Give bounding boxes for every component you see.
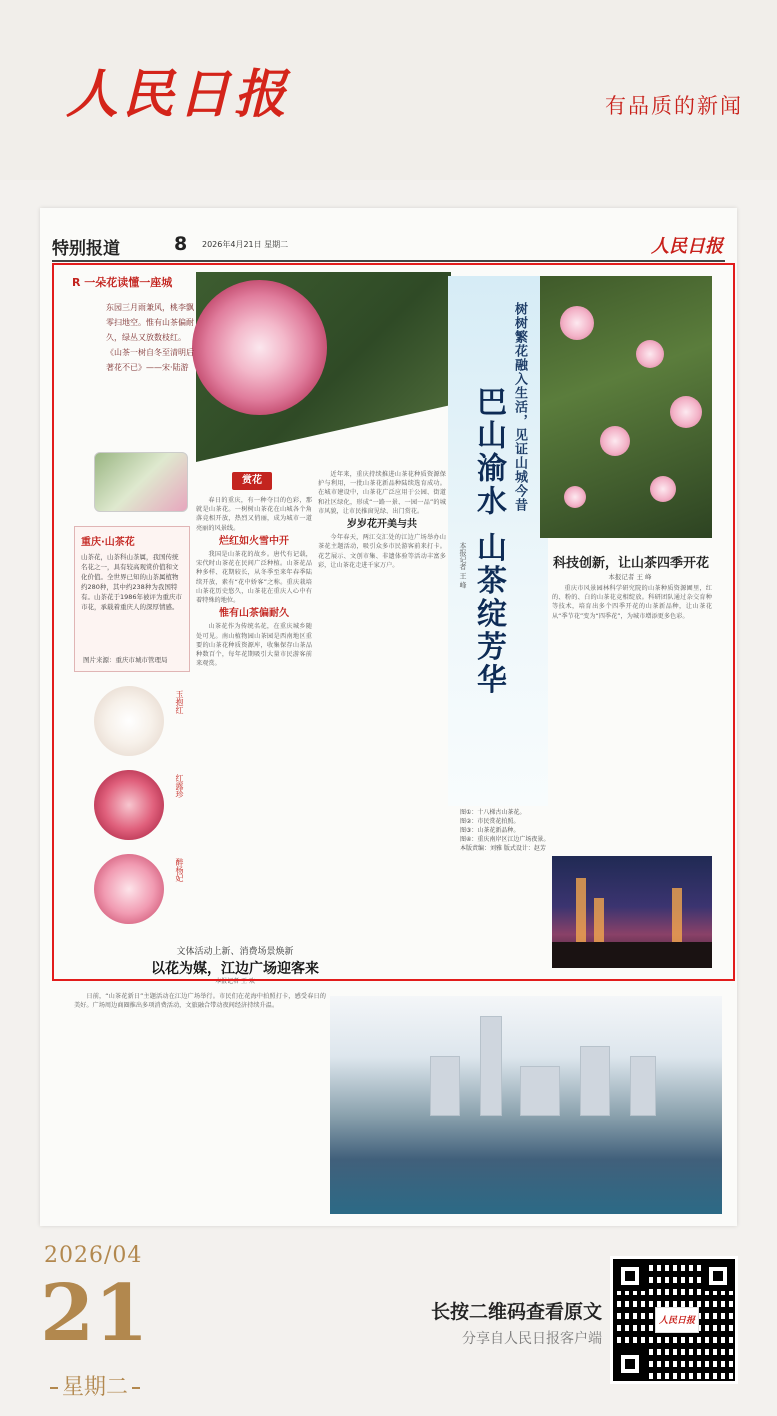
flower-label-1: 玉抱红 [175, 690, 184, 714]
article-body-2: 山茶花作为传统名花，在重庆城乡随处可见。南山植物园山茶园是西南地区重要的山茶花种质资源库，收集保存山茶品种数百个，每年花期吸引大量市民游客前来观赏。 [196, 623, 312, 668]
bottom-body: 日前，“山茶花新日”主题活动在江边广场举行。市民们在花海中拍照打卡，感受春日的美好。广场周边商圈推出多项消费活动，文旅融合带动夜间经济持续升温。 [74, 993, 326, 1010]
credit-line: 图③：山茶花新品种。 [460, 827, 520, 834]
masthead-logo: 人民日报 [66, 64, 291, 125]
highlight-frame [52, 263, 735, 981]
bottom-article-headline: 以花为媒，江边广场迎客来 [151, 961, 319, 977]
mid-body-2: 今年春天，两江交汇处的江边广场举办山茶花主题活动，吸引众多市民游客前来打卡。花艺展示、文创市集、非遗体验等活动丰富多彩，让山茶花走进千家万户。 [318, 534, 446, 569]
right-headline: 科技创新，让山茶四季开花 [552, 556, 709, 571]
article-byline: 本报记者 王 峰 [459, 542, 467, 589]
section-name: 特别报道 [52, 239, 120, 259]
bottom-article-subhead: 文体活动上新、消费场景焕新 [176, 947, 294, 957]
share-source: 分享自人民日报客户端 [462, 1331, 602, 1347]
building [430, 1056, 460, 1116]
footer-day: 21 [40, 1268, 149, 1359]
city-flower-text: 山茶花，山茶科山茶属，我国传统名花之一，具有较高观赏价值和文化价值。全世界已知的山茶属植物约280种，其中约238种为我国特有。山茶花于1986年被评为重庆市市花，承载着重庆人的深厚情感。 [81, 553, 183, 611]
bottom-article-byline: 本报记者 王 欢 [215, 978, 255, 985]
page-header [52, 234, 725, 262]
mid-body: 近年来，重庆持续推进山茶花种质资源保护与利用，一批山茶花新品种陆续选育成功。在城市建设中，山茶花广泛应用于公园、街道和社区绿化，形成“一路一景、一园一品”的城市风貌，让市民推窗见绿、出门赏花。 [318, 471, 446, 515]
poem-quote: 东园三月雨兼风，桃李飘零扫地空。惟有山茶偏耐久，绿丛又放数枝红。《山茶一树自冬至清明后著花不已》——宋·陆游 [106, 303, 194, 372]
subhead-2: 惟有山茶偏耐久 [219, 608, 289, 620]
qr-finder-icon [615, 1349, 645, 1379]
subhead-1: 烂红如火雪中开 [219, 535, 289, 547]
credit-line: 本版责编：刘雅 版式设计：赵芳 [460, 845, 546, 852]
tower-building [480, 1016, 502, 1116]
app-header [0, 0, 777, 180]
footer-year-month: 2026/04 [44, 1243, 143, 1268]
building [580, 1046, 610, 1116]
credit-line: 图②：市民赏花拍照。 [460, 818, 520, 825]
section-tag-badge: 赏花 [232, 472, 272, 490]
credit-line: 图①：十八梯古山茶花。 [460, 809, 526, 816]
flower-label-3: 醉杨妃 [175, 858, 184, 882]
city-flower-title: 重庆·山茶花 [81, 537, 135, 548]
qr-instruction: 长按二维码查看原文 [430, 1301, 602, 1323]
credit-line: 图④：重庆南岸区江边广场夜景。 [460, 836, 550, 843]
flower-label-2: 红露珍 [175, 774, 184, 798]
issue-date: 2026年4月21日 星期二 [202, 240, 289, 249]
building [630, 1056, 656, 1116]
footer-weekday: 星期二 [46, 1370, 144, 1401]
qr-finder-icon [615, 1261, 645, 1291]
building [520, 1066, 560, 1116]
page-number: 8 [174, 233, 188, 255]
article-main-title: 巴山渝水 山茶绽芳华 [471, 386, 506, 697]
page-logo: 人民日报 [651, 236, 723, 257]
right-body: 重庆市风景园林科学研究院的山茶种质资源圃里，红的、粉的、白的山茶花竞相绽放。科研团队通过杂交育种等技术，培育出多个四季开花的山茶新品种，让山茶花从“季节花”变为“四季花”，为城市增添更多色彩。 [552, 585, 712, 620]
city-flower-source: 图片来源：重庆市城市管理局 [83, 656, 168, 664]
article-intro: 春日的重庆，有一种夺目的色彩，那就是山茶花。一树树山茶花在山城各个角落竞相开放，热烈又俏丽，成为城市一道亮丽的风景线。 [196, 497, 312, 532]
article-body-1: 我国是山茶花的故乡。唐代有记载，宋代时山茶花在民间广泛种植。山茶花品种多样、花期较长，从冬季至来年春季陆续开放，素有“花中娇客”之称。重庆栽培山茶花历史悠久，山茶花在重庆人心中有着特殊的地位。 [196, 551, 312, 605]
right-byline: 本报记者 王 峰 [608, 573, 652, 581]
qr-finder-icon [703, 1261, 733, 1291]
mid-subhead: 岁岁花开美与共 [347, 519, 417, 531]
riverside-city-photo [330, 996, 722, 1214]
bottom-article-body [74, 992, 326, 1214]
qr-code[interactable] [610, 1256, 738, 1384]
tagline: 有品质的新闻 [605, 94, 743, 118]
column-section-title: R 一朵花读懂一座城 [72, 276, 173, 289]
qr-center-logo: 人民日报 [655, 1307, 699, 1333]
article-subtitle: 树树繁花融入生活，见证山城今昔 [512, 302, 527, 512]
